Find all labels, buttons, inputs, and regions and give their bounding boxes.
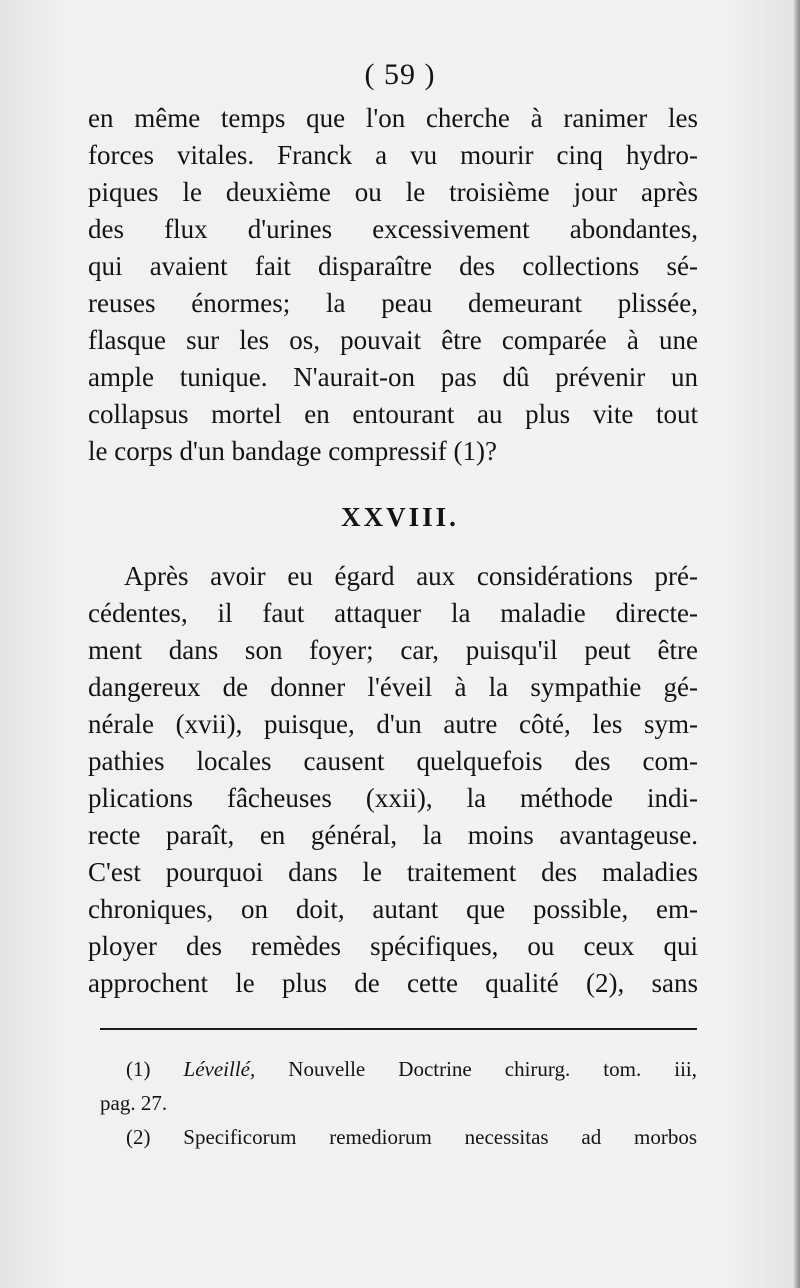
footnotes (100, 1052, 697, 1154)
text-line: nérale (xvii), puisque, d'un autre côté, les sym- (88, 709, 698, 739)
text-line: plications fâcheuses (xxii), la méthode indi- (88, 783, 698, 813)
text-line: qui avaient fait disparaître des collections sé- (88, 251, 698, 281)
text-line: recte paraît, en général, la moins avantageuse. (88, 820, 698, 850)
text-line: dangereux de donner l'éveil à la sympathie gé- (88, 672, 698, 702)
footnote-1 (100, 1052, 697, 1086)
text-line: le corps d'un bandage compressif (1)? (88, 436, 497, 466)
text-line: flasque sur les os, pouvait être comparée à une (88, 325, 698, 355)
footnote-2: (2) Specificorum remediorum necessitas ad morbos (126, 1125, 697, 1149)
text-line: piques le deuxième ou le troisième jour après (88, 177, 698, 207)
text-line: des flux d'urines excessivement abondantes, (88, 214, 698, 244)
footnote-text: Nouvelle Doctrine chirurg. tom. iii, (288, 1057, 698, 1081)
page-edge (794, 0, 800, 1288)
text-line: reuses énormes; la peau demeurant plissée, (88, 288, 698, 318)
text-line: ployer des remèdes spécifiques, ou ceux qui (88, 931, 698, 961)
text-line: approchent le plus de cette qualité (2), sans (88, 968, 698, 998)
text-line: en même temps que l'on cherche à ranimer les (88, 103, 698, 133)
paragraph-1 (88, 100, 698, 470)
text-line: collapsus mortel en entourant au plus vite tout (88, 399, 698, 429)
text-line: ample tunique. N'aurait-on pas dû prévenir un (88, 362, 698, 392)
text-line: Après avoir eu égard aux considérations pré- (124, 561, 698, 591)
footnote-marker: (1) (126, 1057, 151, 1081)
text-line: C'est pourquoi dans le traitement des maladies (88, 857, 698, 887)
text-line: cédentes, il faut attaquer la maladie directe- (88, 598, 698, 628)
text-line: chroniques, on doit, autant que possible, em- (88, 894, 698, 924)
footnote-author: Léveillé, (183, 1057, 256, 1081)
paragraph-2 (88, 558, 698, 1002)
section-heading: XXVIII. (341, 502, 459, 532)
footnote-divider (100, 1028, 697, 1030)
footnote-1-continuation: pag. 27. (100, 1091, 168, 1115)
page-number: ( 59 ) (364, 58, 436, 91)
text-line: forces vitales. Franck a vu mourir cinq hydro- (88, 140, 698, 170)
text-line: ment dans son foyer; car, puisqu'il peut être (88, 635, 698, 665)
text-line: pathies locales causent quelquefois des com- (88, 746, 698, 776)
